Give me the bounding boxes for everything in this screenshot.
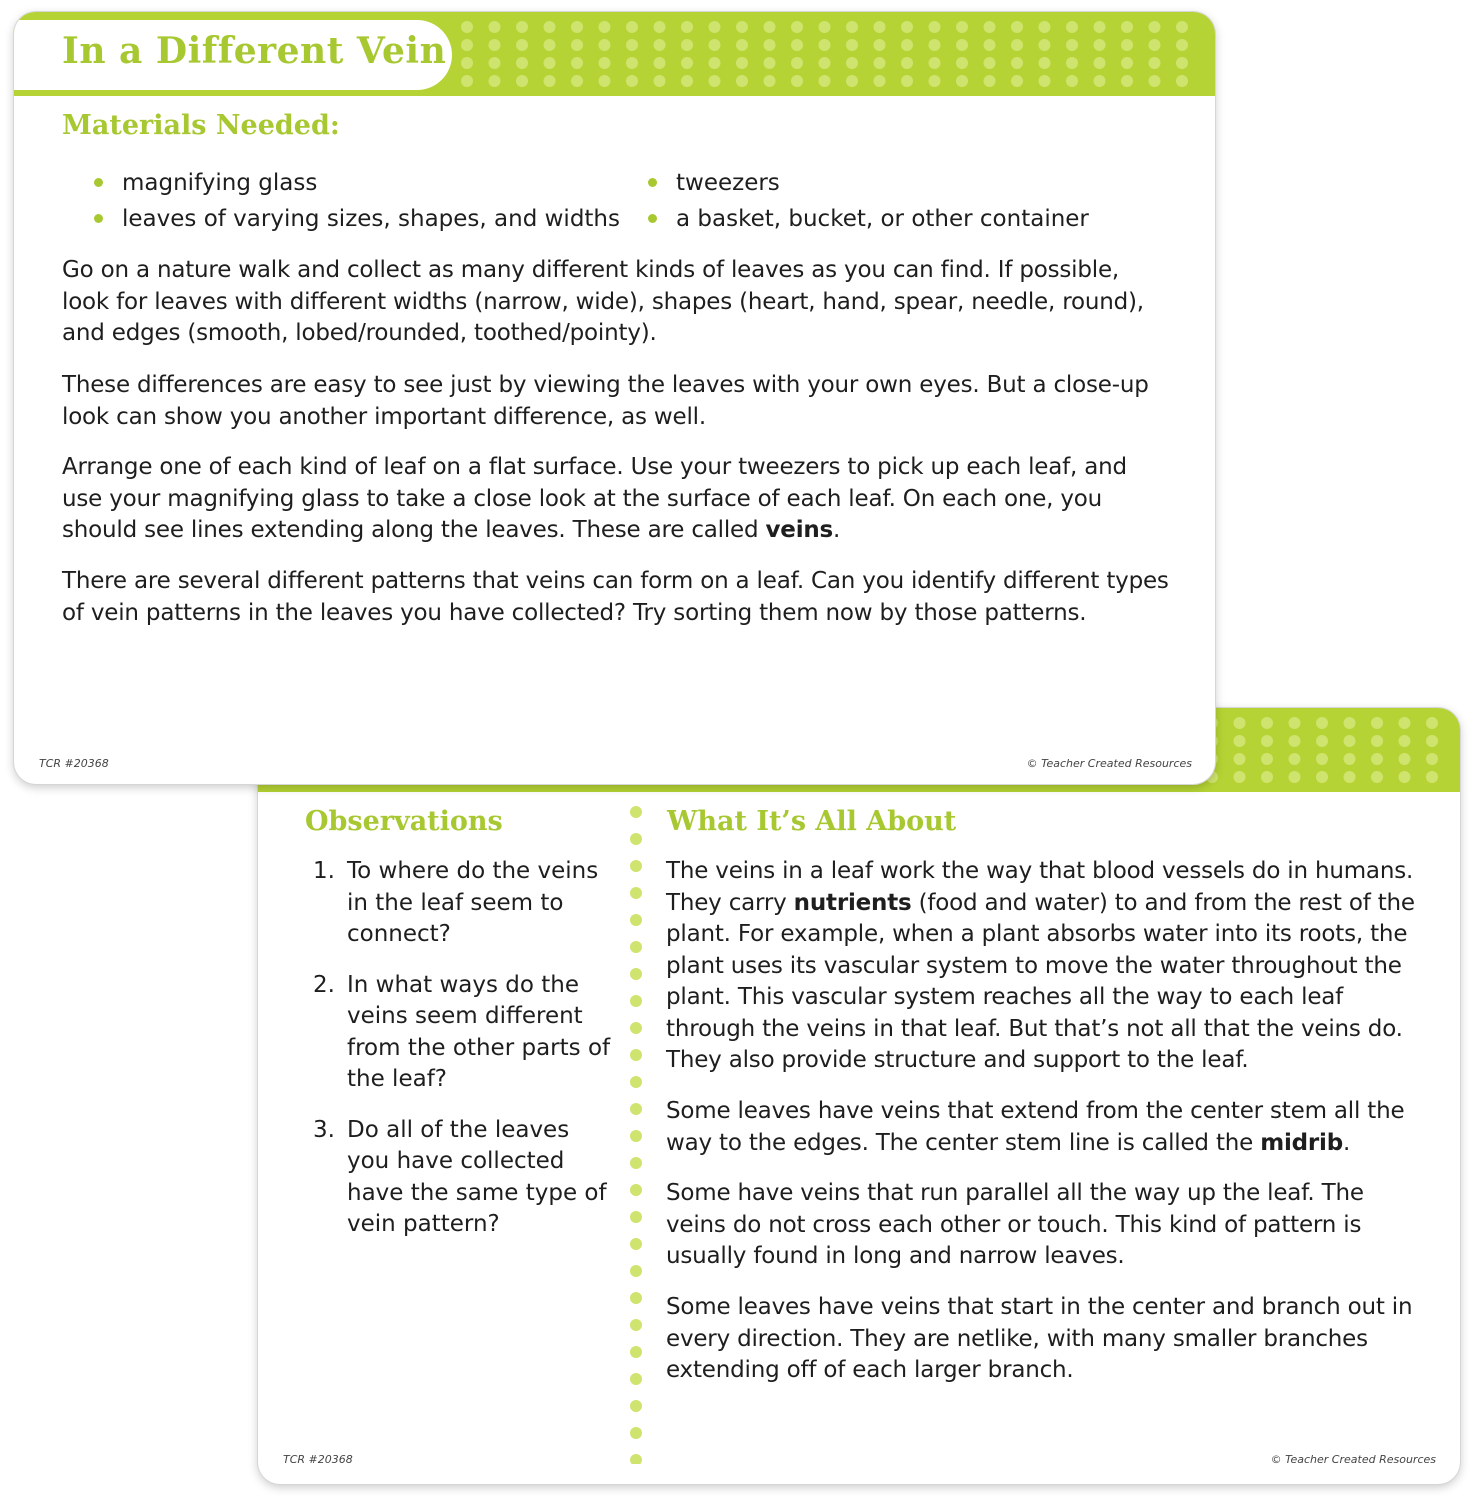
decorative-dot xyxy=(1011,57,1023,69)
decorative-dot xyxy=(1344,771,1356,783)
materials-list-right xyxy=(648,165,1089,237)
term-veins: veins xyxy=(765,517,834,543)
decorative-dot xyxy=(901,57,913,69)
divider-dot xyxy=(630,1454,642,1464)
divider-dot xyxy=(630,1211,642,1223)
decorative-dot xyxy=(736,57,748,69)
decorative-dot xyxy=(1149,21,1161,33)
decorative-dot xyxy=(984,57,996,69)
decorative-dot xyxy=(599,57,611,69)
decorative-dot xyxy=(1426,717,1438,729)
activity-card-back xyxy=(258,708,1460,1484)
decorative-dot xyxy=(929,21,941,33)
materials-heading: Materials Needed: xyxy=(62,110,340,141)
decorative-dot xyxy=(461,57,473,69)
decorative-dot xyxy=(1426,735,1438,747)
decorative-dot xyxy=(819,21,831,33)
decorative-dot xyxy=(1121,21,1133,33)
divider-dot xyxy=(630,968,642,980)
decorative-dot xyxy=(1149,75,1161,87)
product-code: TCR #20368 xyxy=(39,757,109,770)
decorative-dot xyxy=(1371,735,1383,747)
dotted-divider xyxy=(628,804,644,1464)
decorative-dot xyxy=(626,39,638,51)
header-band xyxy=(14,12,1215,96)
decorative-dot xyxy=(654,21,666,33)
decorative-dot xyxy=(1011,21,1023,33)
material-item: magnifying glass xyxy=(94,165,620,201)
decorative-dot xyxy=(1066,75,1078,87)
divider-dot xyxy=(630,1292,642,1304)
decorative-dot xyxy=(764,21,776,33)
decorative-dot xyxy=(1176,57,1188,69)
decorative-dot xyxy=(874,57,886,69)
decorative-dot xyxy=(571,57,583,69)
decorative-dot xyxy=(1316,735,1328,747)
decorative-dot xyxy=(1316,753,1328,765)
decorative-dot xyxy=(736,75,748,87)
decorative-dot xyxy=(901,39,913,51)
divider-dot xyxy=(630,1346,642,1358)
decorative-dot xyxy=(1426,771,1438,783)
paragraph-text: . xyxy=(833,517,841,543)
material-item: leaves of varying sizes, shapes, and widths xyxy=(94,201,620,237)
decorative-dot xyxy=(1121,39,1133,51)
question-text: Do all of the leaves you have collected have the same type of vein pattern? xyxy=(347,1116,607,1237)
decorative-dot xyxy=(846,21,858,33)
decorative-dot xyxy=(1371,771,1383,783)
decorative-dot xyxy=(1094,39,1106,51)
explanation-paragraph xyxy=(666,856,1416,1077)
divider-dot xyxy=(630,1022,642,1034)
copyright: © Teacher Created Resources xyxy=(1026,757,1192,770)
decorative-dot xyxy=(1039,75,1051,87)
decorative-dot xyxy=(544,75,556,87)
decorative-dot xyxy=(1261,753,1273,765)
decorative-dot xyxy=(1234,717,1246,729)
material-item: tweezers xyxy=(648,165,1089,201)
question-number: 1. xyxy=(313,858,335,884)
decorative-dot xyxy=(901,21,913,33)
question-item xyxy=(315,856,615,951)
decorative-dot xyxy=(1344,735,1356,747)
question-number: 3. xyxy=(313,1116,335,1143)
decorative-dot xyxy=(736,39,748,51)
observations-heading: Observations xyxy=(305,806,503,837)
decorative-dot xyxy=(1039,21,1051,33)
divider-dot xyxy=(630,860,642,872)
decorative-dot xyxy=(516,21,528,33)
decorative-dot xyxy=(489,39,501,51)
decorative-dot xyxy=(571,75,583,87)
decorative-dot xyxy=(846,57,858,69)
paragraph-text: (food and water) to and from the rest of the plant. For example, when a plant absorbs water into its roots, the plant uses its vascular system to move the water throughout the plant. This vascular system reaches all the way to each leaf through the veins in that leaf. But that’s not all that the veins do. They also provide structure and support to the leaf. xyxy=(666,889,1415,1073)
decorative-dot xyxy=(1344,753,1356,765)
decorative-dot xyxy=(764,57,776,69)
decorative-dot xyxy=(956,75,968,87)
decorative-dot xyxy=(1399,717,1411,729)
decorative-dot xyxy=(1289,753,1301,765)
decorative-dot xyxy=(1261,717,1273,729)
decorative-dot xyxy=(736,21,748,33)
decorative-dot xyxy=(516,57,528,69)
decorative-dot xyxy=(1399,753,1411,765)
paragraph-text: Some leaves have veins that extend from the center stem all the way to the edges. The center stem line is called the xyxy=(666,1098,1405,1156)
dot-pattern xyxy=(1200,708,1460,792)
decorative-dot xyxy=(984,21,996,33)
decorative-dot xyxy=(709,21,721,33)
decorative-dot xyxy=(1289,735,1301,747)
decorative-dot xyxy=(1371,717,1383,729)
divider-dot xyxy=(630,1319,642,1331)
decorative-dot xyxy=(1399,735,1411,747)
decorative-dot xyxy=(516,75,528,87)
copyright: © Teacher Created Resources xyxy=(1270,1453,1436,1466)
divider-dot xyxy=(630,914,642,926)
explanation-paragraph: Some leaves have veins that start in the center and branch out in every direction. They are netlike, with many smaller branches extending off of each larger branch. xyxy=(666,1294,1413,1383)
decorative-dot xyxy=(1316,771,1328,783)
term-midrib: midrib xyxy=(1260,1129,1344,1156)
decorative-dot xyxy=(544,57,556,69)
paragraph-text: Arrange one of each kind of leaf on a flat surface. Use your tweezers to pick up each leaf, and use your magnifying glass to take a close look at the surface of each leaf. On each one, you should see lines extending along the leaves. These are called xyxy=(62,454,1127,543)
card-title: In a Different Vein xyxy=(62,30,447,72)
divider-dot xyxy=(630,995,642,1007)
decorative-dot xyxy=(1289,717,1301,729)
divider-dot xyxy=(630,1427,642,1439)
decorative-dot xyxy=(956,39,968,51)
decorative-dot xyxy=(1011,75,1023,87)
decorative-dot xyxy=(681,57,693,69)
decorative-dot xyxy=(956,21,968,33)
decorative-dot xyxy=(929,39,941,51)
question-item xyxy=(315,1115,615,1241)
decorative-dot xyxy=(1399,771,1411,783)
decorative-dot xyxy=(681,75,693,87)
decorative-dot xyxy=(709,75,721,87)
question-text: To where do the veins in the leaf seem to connect? xyxy=(347,858,599,947)
decorative-dot xyxy=(489,75,501,87)
paragraph-text: The veins in a leaf work the way that blood vessels do in humans. They carry xyxy=(666,858,1414,916)
divider-dot xyxy=(630,887,642,899)
decorative-dot xyxy=(1066,39,1078,51)
decorative-dot xyxy=(489,21,501,33)
decorative-dot xyxy=(1039,39,1051,51)
decorative-dot xyxy=(599,75,611,87)
decorative-dot xyxy=(1176,21,1188,33)
decorative-dot xyxy=(1176,39,1188,51)
decorative-dot xyxy=(1094,21,1106,33)
decorative-dot xyxy=(929,75,941,87)
decorative-dot xyxy=(461,39,473,51)
instructions-paragraph xyxy=(62,452,1167,547)
decorative-dot xyxy=(654,57,666,69)
decorative-dot xyxy=(1066,57,1078,69)
decorative-dot xyxy=(1371,753,1383,765)
decorative-dot xyxy=(709,57,721,69)
instructions-paragraph: There are several different patterns that veins can form on a leaf. Can you identify different types of vein patterns in the leaves you have collected? Try sorting them now by those patterns. xyxy=(62,568,1169,626)
divider-dot xyxy=(630,1049,642,1061)
paragraph-text: . xyxy=(1343,1129,1351,1156)
question-text: In what ways do the veins seem different from the other parts of the leaf? xyxy=(347,971,611,1092)
decorative-dot xyxy=(956,57,968,69)
decorative-dot xyxy=(681,21,693,33)
observations-list xyxy=(315,856,615,1260)
instructions-paragraph: Go on a nature walk and collect as many different kinds of leaves as you can find. If possible, look for leaves with different widths (narrow, wide), shapes (heart, hand, spear, needle, round), and edges (smooth, lobed/rounded, toothed/pointy). xyxy=(62,257,1144,346)
decorative-dot xyxy=(1149,57,1161,69)
decorative-dot xyxy=(1261,735,1273,747)
about-heading: What It’s All About xyxy=(667,806,957,837)
decorative-dot xyxy=(846,39,858,51)
decorative-dot xyxy=(571,21,583,33)
divider-dot xyxy=(630,1076,642,1088)
decorative-dot xyxy=(626,57,638,69)
decorative-dot xyxy=(654,75,666,87)
question-item xyxy=(315,970,615,1096)
materials-list-left xyxy=(94,165,620,237)
product-code: TCR #20368 xyxy=(283,1453,353,1466)
material-item: a basket, bucket, or other container xyxy=(648,201,1089,237)
decorative-dot xyxy=(846,75,858,87)
term-nutrients: nutrients xyxy=(793,889,912,916)
divider-dot xyxy=(630,1238,642,1250)
activity-card-front xyxy=(14,12,1215,784)
decorative-dot xyxy=(791,57,803,69)
decorative-dot xyxy=(1094,75,1106,87)
decorative-dot xyxy=(461,21,473,33)
decorative-dot xyxy=(1234,771,1246,783)
decorative-dot xyxy=(1426,753,1438,765)
decorative-dot xyxy=(1011,39,1023,51)
decorative-dot xyxy=(819,39,831,51)
decorative-dot xyxy=(1066,21,1078,33)
divider-dot xyxy=(630,806,642,818)
decorative-dot xyxy=(626,21,638,33)
divider-dot xyxy=(630,1400,642,1412)
divider-dot xyxy=(630,1265,642,1277)
decorative-dot xyxy=(516,39,528,51)
decorative-dot xyxy=(1234,753,1246,765)
question-number: 2. xyxy=(313,971,335,998)
decorative-dot xyxy=(819,57,831,69)
decorative-dot xyxy=(544,21,556,33)
divider-dot xyxy=(630,1130,642,1142)
decorative-dot xyxy=(764,39,776,51)
divider-dot xyxy=(630,1157,642,1169)
decorative-dot xyxy=(984,75,996,87)
decorative-dot xyxy=(489,57,501,69)
decorative-dot xyxy=(1234,735,1246,747)
decorative-dot xyxy=(709,39,721,51)
explanation-paragraph xyxy=(666,1096,1416,1159)
decorative-dot xyxy=(901,75,913,87)
decorative-dot xyxy=(626,75,638,87)
decorative-dot xyxy=(1039,57,1051,69)
decorative-dot xyxy=(654,39,666,51)
instructions-paragraph: These differences are easy to see just by viewing the leaves with your own eyes. But a close-up look can show you another important difference, as well. xyxy=(62,372,1149,430)
divider-dot xyxy=(630,1373,642,1385)
decorative-dot xyxy=(681,39,693,51)
decorative-dot xyxy=(599,39,611,51)
decorative-dot xyxy=(1289,771,1301,783)
decorative-dot xyxy=(599,21,611,33)
decorative-dot xyxy=(544,39,556,51)
decorative-dot xyxy=(1316,717,1328,729)
decorative-dot xyxy=(791,21,803,33)
divider-dot xyxy=(630,1103,642,1115)
decorative-dot xyxy=(874,21,886,33)
decorative-dot xyxy=(874,75,886,87)
divider-dot xyxy=(630,1184,642,1196)
decorative-dot xyxy=(1121,75,1133,87)
explanation-paragraph: Some have veins that run parallel all the way up the leaf. The veins do not cross each other or touch. This kind of pattern is usually found in long and narrow leaves. xyxy=(666,1180,1364,1269)
decorative-dot xyxy=(874,39,886,51)
decorative-dot xyxy=(1121,57,1133,69)
decorative-dot xyxy=(791,75,803,87)
divider-dot xyxy=(630,833,642,845)
decorative-dot xyxy=(571,39,583,51)
divider-dot xyxy=(630,941,642,953)
decorative-dot xyxy=(819,75,831,87)
decorative-dot xyxy=(1149,39,1161,51)
decorative-dot xyxy=(984,39,996,51)
dot-pattern xyxy=(455,12,1215,96)
decorative-dot xyxy=(1094,57,1106,69)
decorative-dot xyxy=(1344,717,1356,729)
decorative-dot xyxy=(791,39,803,51)
decorative-dot xyxy=(929,57,941,69)
decorative-dot xyxy=(764,75,776,87)
decorative-dot xyxy=(1176,75,1188,87)
decorative-dot xyxy=(1261,771,1273,783)
decorative-dot xyxy=(461,75,473,87)
